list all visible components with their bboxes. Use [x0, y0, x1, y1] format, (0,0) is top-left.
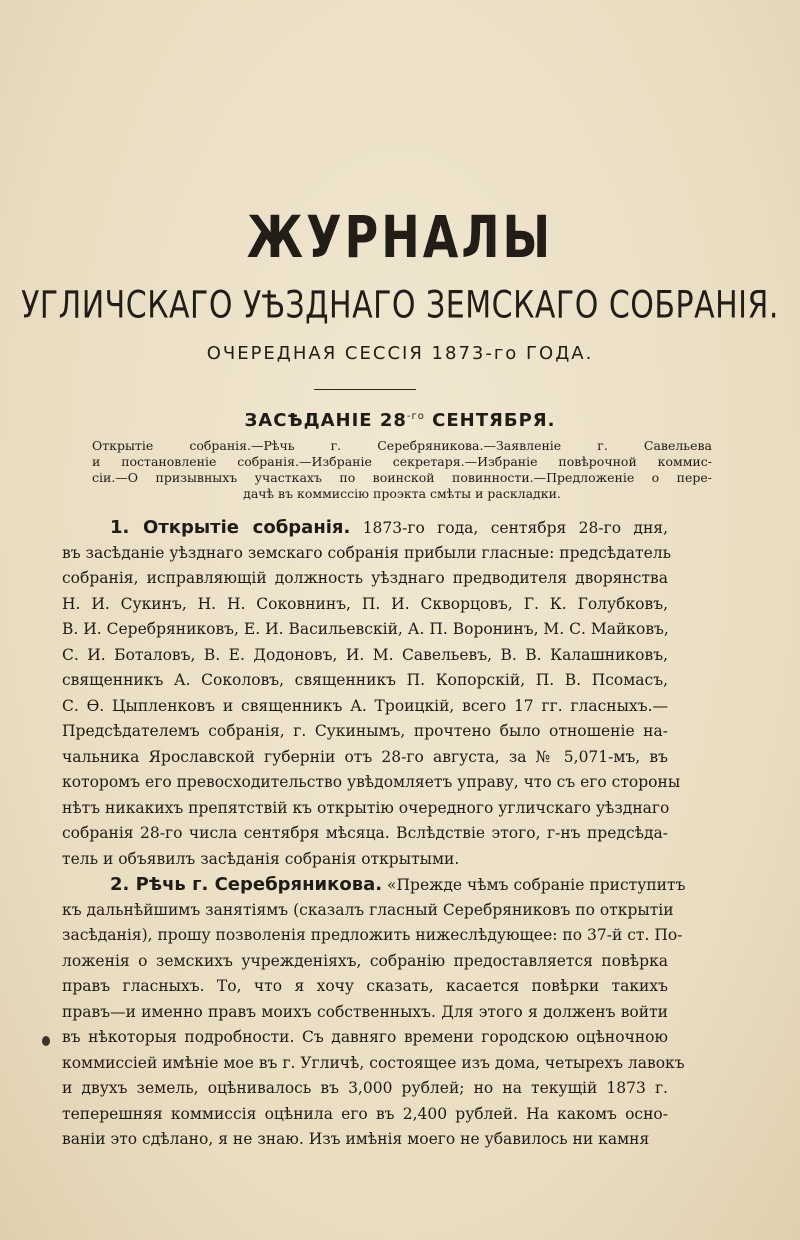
section-2-line: «Прежде чѣмъ собраніе приступитъ — [382, 876, 686, 894]
section-2-line: правъ гласныхъ. То, что я хочу сказать, касается повѣрки такихъ — [62, 977, 668, 995]
title-divider — [314, 389, 416, 390]
section-2-heading: 2. Рѣчь г. Серебряникова. — [110, 874, 383, 895]
section-2-line: коммиссіей имѣніе мое въ г. Угличѣ, состоящее изъ дома, четырехъ лавокъ — [62, 1053, 685, 1072]
section-1-first-line — [62, 515, 668, 541]
section-2-line: и двухъ земель, оцѣнивалось въ 3,000 рублей; но на текущій 1873 г. — [62, 1079, 668, 1097]
sitting-contents — [92, 438, 712, 502]
journal-title: ЖУРНАЛЫ — [246, 203, 554, 271]
section-1-line: С. И. Боталовъ, В. Е. Додоновъ, И. М. Савельевъ, В. В. Калашниковъ, — [62, 645, 668, 664]
sitting-suffix: СЕНТЯБРЯ. — [424, 410, 556, 431]
section-1-line: въ засѣданіе уѣзднаго земскаго собранія прибыли гласные: предсѣдатель — [62, 543, 672, 562]
ink-blot-mark — [42, 1036, 50, 1046]
section-2-first-line — [62, 872, 686, 898]
section-2-line: теперешняя коммиссія оцѣнила его въ 2,400 рублей. На какомъ осно- — [62, 1104, 668, 1123]
section-1-line: чальника Ярославской губерніи отъ 28-го августа, за № 5,071-мъ, въ — [62, 747, 668, 766]
section-1-heading: 1. Открытіе собранія. — [110, 517, 351, 538]
section-2-line: засѣданія), прошу позволенія предложить нижеслѣдующее: по 37-й ст. По- — [62, 926, 683, 944]
section-1-line: собранія, исправляющій должность уѣзднаго предводителя дворянства — [62, 569, 668, 587]
sitting-sup: -го — [406, 411, 425, 422]
sitting-prefix: ЗАСѢДАНІЕ 28 — [244, 410, 407, 431]
sitting-heading — [0, 410, 800, 431]
session-title: ОЧЕРЕДНАЯ СЕССІЯ 1873-го ГОДА. — [206, 343, 594, 364]
contents-line: сіи.—О призывныхъ участкахъ по воинской повинности.—Предложеніе о пере- — [92, 470, 712, 485]
contents-line: и постановленіе собранія.—Избраніе секретаря.—Избраніе повѣрочной коммис- — [92, 454, 712, 469]
section-1-line: Предсѣдателемъ собранія, г. Сукинымъ, прочтено было отношеніе на- — [62, 722, 668, 740]
document-body — [62, 515, 686, 1153]
section-1-line: тель и объявилъ засѣданія собранія открытыми. — [62, 849, 460, 868]
section-2-line: ложенія о земскихъ учрежденіяхъ, собранію предоставляется повѣрка — [62, 951, 668, 970]
section-1-line: В. И. Серебряниковъ, Е. И. Васильевскій, А. П. Воронинъ, М. С. Майковъ, — [62, 620, 669, 638]
section-1-line: С. Ѳ. Цыпленковъ и священникъ А. Троицкій, всего 17 гг. гласныхъ.— — [62, 696, 668, 715]
section-1-line: которомъ его превосходительство увѣдомляетъ управу, что съ его стороны — [62, 773, 681, 791]
section-2-line: къ дальнѣйшимъ занятіямъ (сказалъ гласный Серебряниковъ по открытіи — [62, 900, 674, 919]
section-2-line: правъ—и именно правъ моихъ собственныхъ. Для этого я долженъ войти — [62, 1002, 668, 1021]
section-2-line: ваніи это сдѣлано, я не знаю. Изъ имѣнія моего не убавилось ни камня — [62, 1130, 650, 1148]
section-1-line: собранія 28-го числа сентября мѣсяца. Вслѣдствіе этого, г-нъ предсѣда- — [62, 824, 668, 842]
section-1-line: священникъ А. Соколовъ, священникъ П. Копорскій, П. В. Псомасъ, — [62, 671, 668, 689]
section-1-line: 1873-го года, сентября 28-го дня, — [350, 519, 668, 537]
assembly-title: УГЛИЧСКАГО УѢЗДНАГО ЗЕМСКАГО СОБРАНІЯ. — [21, 283, 779, 328]
section-1-line: нѣтъ никакихъ препятствій къ открытію очередного угличскаго уѣзднаго — [62, 798, 670, 817]
section-2-line: въ нѣкоторыя подробности. Съ давняго времени городскою оцѣночною — [62, 1028, 668, 1046]
contents-line: Открытіе собранія.—Рѣчь г. Серебряникова.—Заявленіе г. Савельева — [92, 438, 712, 453]
section-1-line: Н. И. Сукинъ, Н. Н. Соковнинъ, П. И. Скворцовъ, Г. К. Голубковъ, — [62, 594, 668, 613]
contents-line: дачѣ въ коммиссію проэкта смѣты и раскладки. — [243, 486, 561, 501]
